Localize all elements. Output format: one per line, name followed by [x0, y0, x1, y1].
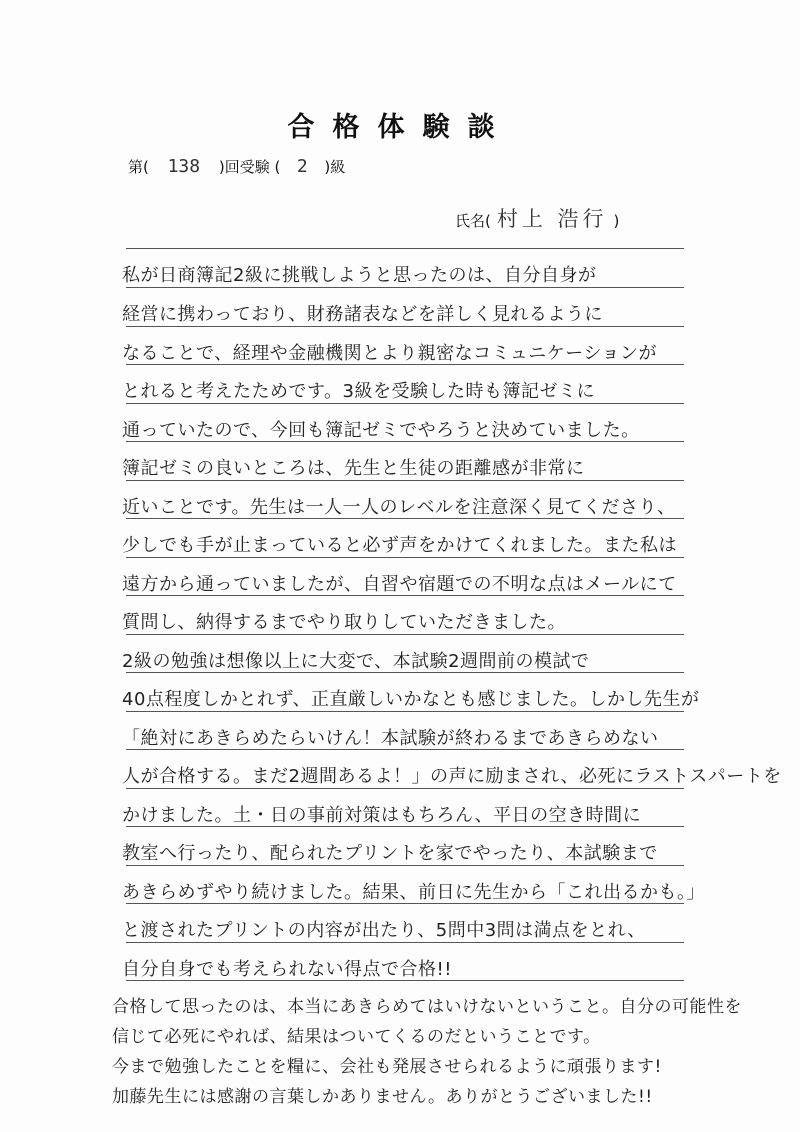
name-label-close: )	[613, 212, 620, 230]
ruled-line	[126, 942, 684, 943]
handwritten-line: とれると考えたためです。3級を受験した時も簿記ゼミに	[122, 381, 596, 402]
handwritten-line: 自分自身でも考えられない得点で合格!!	[122, 959, 452, 980]
ruled-line	[126, 711, 684, 712]
handwritten-line: 近いことです。先生は一人一人のレベルを注意深く見てくださり、	[122, 497, 676, 518]
ruled-line	[126, 326, 684, 327]
ruled-line	[126, 788, 684, 789]
name-label: 氏名(	[455, 212, 491, 230]
handwritten-line: 人が合格する。まだ2週間あるよ！」の声に励まされ、必死にラストスパートを	[122, 766, 782, 787]
handwritten-line: 今まで勉強したことを糧に、会社も発展させられるように頑張ります!	[112, 1057, 662, 1077]
handwritten-line: 遠方から通っていましたが、自習や宿題での不明な点はメールにて	[122, 574, 677, 595]
ruled-line	[126, 557, 684, 558]
handwritten-line: と渡されたプリントの内容が出たり、5問中3問は満点をとれ、	[122, 920, 646, 941]
handwritten-line: 経営に携わっており、財務諸表などを詳しく見れるように	[122, 304, 603, 325]
handwritten-line: 教室へ行ったり、配られたプリントを家でやったり、本試験まで	[122, 843, 658, 864]
ruled-line	[126, 480, 684, 481]
exam-session-line	[128, 156, 345, 177]
session-suffix: )級	[324, 158, 346, 176]
handwritten-line: かけました。土・日の事前対策はもちろん、平日の空き時間に	[122, 805, 642, 826]
handwritten-line: 信じて必死にやれば、結果はついてくるのだということです。	[112, 1027, 601, 1047]
ruled-line	[126, 287, 684, 288]
handwritten-line: 合格して思ったのは、本当にあきらめてはいけないということ。自分の可能性を	[112, 997, 742, 1017]
handwritten-line: 通っていたので、今回も簿記ゼミでやろうと決めていました。	[122, 420, 640, 441]
ruled-line	[126, 865, 684, 866]
grade-handwritten: 2	[296, 156, 308, 177]
handwritten-line: なることで、経理や金融機関とより親密なコミュニケーションが	[122, 343, 658, 364]
session-middle: )回受験 (	[218, 158, 281, 176]
ruled-line	[126, 634, 684, 635]
name-line	[455, 203, 619, 233]
exam-number-handwritten: 138	[167, 156, 201, 177]
name-handwritten: 村上 浩行	[496, 207, 608, 231]
page-title: 合格体験談	[287, 112, 513, 143]
handwritten-line: 簿記ゼミの良いところは、先生と生徒の距離感が非常に	[122, 458, 585, 479]
handwritten-line: 「絶対にあきらめたらいけん！本試験が終わるまであきらめない	[122, 728, 659, 749]
handwritten-line: 質問し、納得するまでやり取りしていただきました。	[122, 612, 566, 633]
handwritten-line: 少しでも手が止まっていると必ず声をかけてくれました。また私は	[122, 535, 677, 556]
handwritten-line: 2級の勉強は想像以上に大変で、本試験2週間前の模試で	[122, 651, 590, 672]
handwritten-line: 加藤先生には感謝の言葉しかありません。ありがとうございました!!	[112, 1087, 653, 1107]
ruled-line	[126, 403, 684, 404]
handwritten-line: あきらめずやり続けました。結果、前日に先生から「これ出るかも。」	[122, 882, 705, 903]
handwritten-line: 40点程度しかとれず、正直厳しいかなとも感じました。しかし先生が	[122, 689, 700, 710]
ruled-line	[126, 248, 684, 249]
session-prefix: 第(	[128, 158, 149, 176]
handwritten-line: 私が日商簿記2級に挑戦しようと思ったのは、自分自身が	[122, 265, 597, 286]
